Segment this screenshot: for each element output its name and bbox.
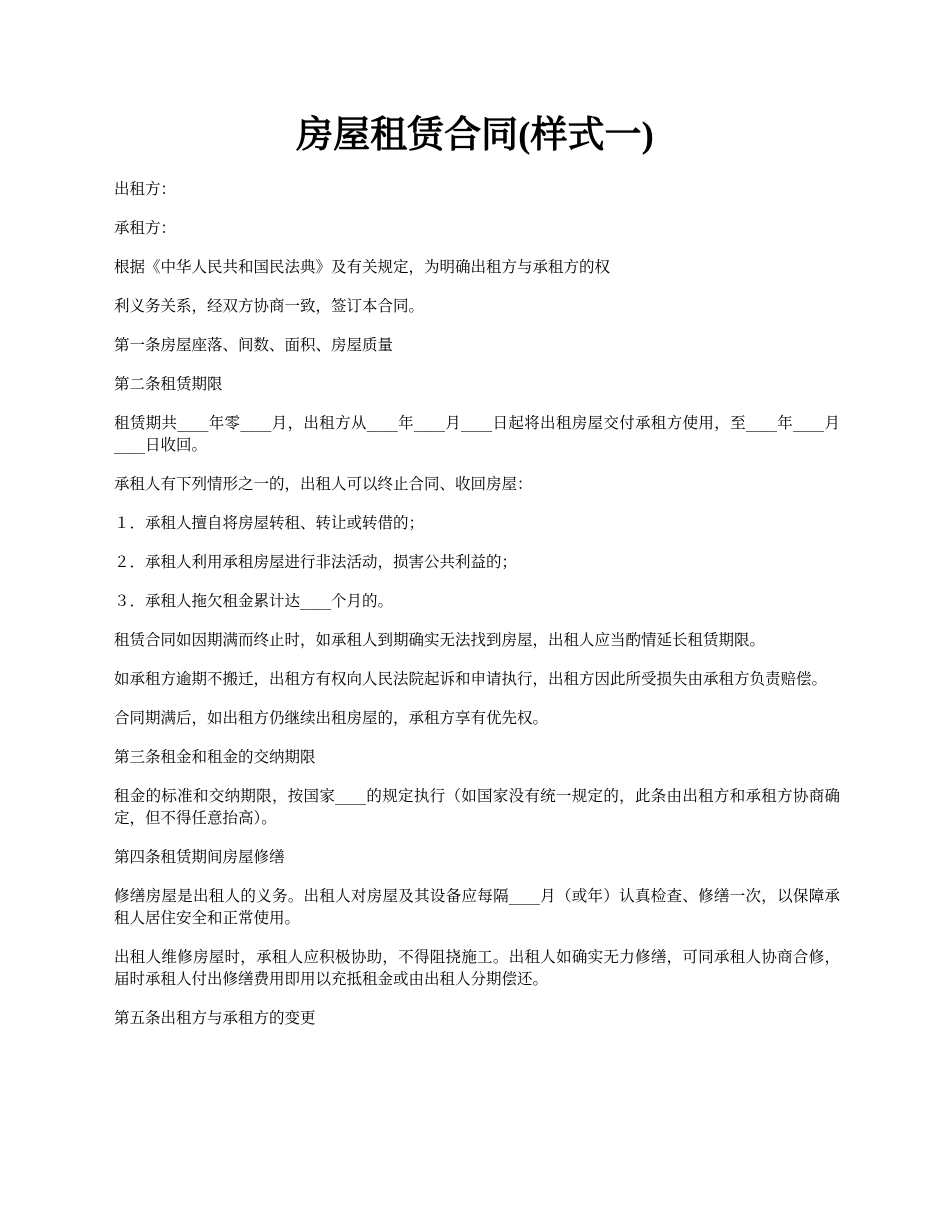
paragraph-repair-cooperation: 出租人维修房屋时，承租人应积极协助，不得阻挠施工。出租人如确实无力修缮，可同承租人协商合修，届时承租人付出修缮费用即用以充抵租金或由出租人分期偿还。: [114, 948, 840, 988]
paragraph-priority: 合同期满后，如出租方仍继续出租房屋的，承租方享有优先权。: [114, 709, 549, 727]
article-4-heading: 第四条租赁期间房屋修缮: [114, 848, 285, 866]
paragraph-rent-standard: 租金的标准和交纳期限，按国家____的规定执行（如国家没有统一规定的，此条由出租方和承租方协商确定，但不得任意抬高）。: [114, 787, 840, 827]
list-item-1: １．承租人擅自将房屋转租、转让或转借的；: [114, 514, 425, 532]
list-item-2: ２．承租人利用承租房屋进行非法活动，损害公共利益的；: [114, 553, 518, 571]
paragraph-lease-term: 租赁期共____年零____月，出租方从____年____月____日起将出租房屋交付承租方使用，至____年____月____日收回。: [114, 414, 840, 454]
list-item-3: ３．承租人拖欠租金累计达____个月的。: [114, 592, 394, 610]
article-1-heading: 第一条房屋座落、间数、面积、房屋质量: [114, 336, 394, 354]
paragraph-lessor: 出租方：: [114, 180, 177, 198]
document-title: 房屋租赁合同(样式一): [296, 115, 654, 156]
paragraph-extension: 租赁合同如因期满而终止时，如承租人到期确实无法找到房屋，出租人应当酌情延长租赁期限。: [114, 631, 766, 649]
paragraph-preamble-2: 利义务关系，经双方协商一致，签订本合同。: [114, 297, 425, 315]
document-body: [114, 178, 840, 1046]
paragraph-overdue: 如承租方逾期不搬迁，出租方有权向人民法院起诉和申请执行，出租方因此所受损失由承租方负责赔偿。: [114, 670, 828, 688]
article-3-heading: 第三条租金和租金的交纳期限: [114, 748, 316, 766]
paragraph-lessee: 承租方：: [114, 219, 177, 237]
paragraph-termination-intro: 承租人有下列情形之一的，出租人可以终止合同、收回房屋：: [114, 475, 533, 493]
article-2-heading: 第二条租赁期限: [114, 375, 223, 393]
paragraph-repair-duty: 修缮房屋是出租人的义务。出租人对房屋及其设备应每隔____月（或年）认真检查、修缮一次，以保障承租人居住安全和正常使用。: [114, 887, 840, 927]
paragraph-preamble-1: 根据《中华人民共和国民法典》及有关规定，为明确出租方与承租方的权: [114, 258, 611, 276]
article-5-heading: 第五条出租方与承租方的变更: [114, 1009, 316, 1027]
